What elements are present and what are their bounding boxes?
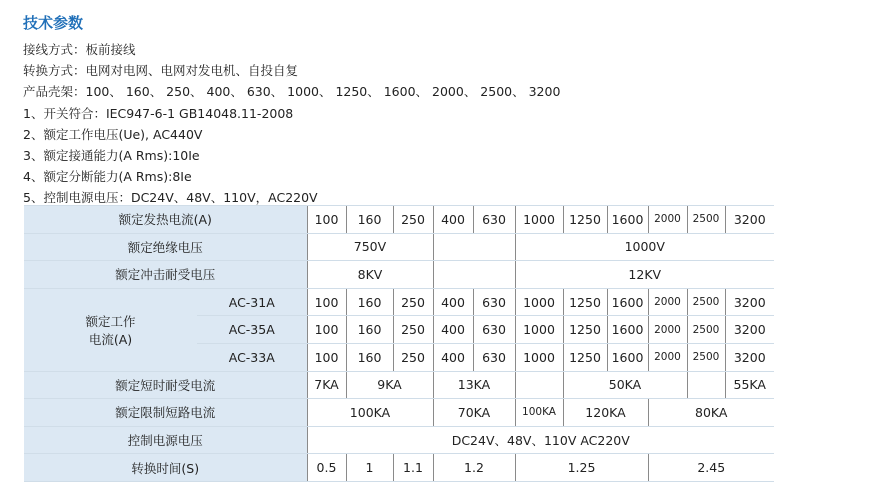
table-cell: 3200 [725, 316, 774, 344]
table-cell: 2.45 [648, 454, 774, 482]
table-cell [687, 371, 725, 399]
table-cell: 70KA [433, 399, 515, 427]
table-cell: 1.1 [393, 454, 433, 482]
table-cell [433, 261, 515, 289]
spec-table [24, 205, 774, 482]
table-cell: 13KA [433, 371, 515, 399]
table-cell: 12KV [515, 261, 774, 289]
table-cell: 1.2 [433, 454, 515, 482]
table-cell: 2500 [687, 288, 725, 316]
table-cell: 160 [346, 316, 393, 344]
table-cell: 0.5 [307, 454, 346, 482]
category-ac-31a: AC-31A [197, 288, 307, 316]
table-cell: 250 [393, 206, 433, 234]
table-cell: 3200 [725, 288, 774, 316]
table-cell: 250 [393, 316, 433, 344]
table-cell: 2500 [687, 316, 725, 344]
category-ac-33a: AC-33A [197, 343, 307, 371]
table-cell: 1000 [515, 343, 563, 371]
table-cell: 160 [346, 343, 393, 371]
table-cell: 1000 [515, 316, 563, 344]
param-making-capacity: 3、额定接通能力(A Rms):10Ie [23, 148, 200, 164]
working-current-label-line1: 额定工作 [85, 313, 136, 329]
table-cell [515, 371, 563, 399]
table-cell: 8KV [307, 261, 433, 289]
table-cell: 1600 [607, 206, 648, 234]
table-cell: 55KA [725, 371, 774, 399]
table-cell: 250 [393, 288, 433, 316]
table-cell: 630 [473, 288, 515, 316]
table-cell: 1.25 [515, 454, 648, 482]
table-row [24, 206, 774, 234]
param-standard: 1、开关符合：IEC947-6-1 GB14048.11-2008 [23, 105, 294, 121]
table-cell: 80KA [648, 399, 774, 427]
param-working-voltage: 2、额定工作电压(Ue), AC440V [23, 126, 203, 142]
table-cell: 2000 [648, 343, 687, 371]
table-cell: 1000 [515, 206, 563, 234]
row-label-working-current [24, 288, 197, 371]
table-cell: 1600 [607, 343, 648, 371]
table-cell: 630 [473, 206, 515, 234]
param-transfer-mode: 转换方式：电网对电网、电网对发电机、自投自复 [23, 63, 299, 79]
table-row [24, 426, 774, 454]
table-cell: 400 [433, 316, 473, 344]
table-cell: 120KA [563, 399, 648, 427]
table-cell: 1600 [607, 288, 648, 316]
table-cell: 2000 [648, 288, 687, 316]
table-cell: 100KA [515, 399, 563, 427]
row-label-impulse-voltage: 额定冲击耐受电压 [24, 261, 307, 289]
table-cell: 750V [307, 233, 433, 261]
table-cell: 250 [393, 343, 433, 371]
param-wiring: 接线方式：板前接线 [23, 42, 136, 57]
row-label-insulation-voltage: 额定绝缘电压 [24, 233, 307, 261]
row-label-short-time-current: 额定短时耐受电流 [24, 371, 307, 399]
table-cell: 1250 [563, 288, 607, 316]
table-cell: 100 [307, 206, 346, 234]
table-cell: 100KA [307, 399, 433, 427]
table-cell: 3200 [725, 343, 774, 371]
row-label-rated-current: 额定发热电流(A) [24, 206, 307, 234]
table-cell: 1250 [563, 343, 607, 371]
table-row [24, 399, 774, 427]
parameter-list [23, 39, 560, 209]
working-current-label-line2: 电流(A) [88, 331, 133, 347]
table-cell: 100 [307, 288, 346, 316]
row-label-short-circuit-current: 额定限制短路电流 [24, 399, 307, 427]
table-cell: 630 [473, 343, 515, 371]
table-cell: 3200 [725, 206, 774, 234]
param-breaking-capacity: 4、额定分断能力(A Rms):8Ie [23, 169, 192, 185]
table-cell: 9KA [346, 371, 433, 399]
table-cell: 100 [307, 343, 346, 371]
table-row [24, 371, 774, 399]
table-cell: 400 [433, 288, 473, 316]
table-cell: 1250 [563, 316, 607, 344]
table-row [24, 288, 774, 316]
row-label-switch-time: 转换时间(S) [24, 454, 307, 482]
table-cell: 400 [433, 206, 473, 234]
table-cell: 7KA [307, 371, 346, 399]
table-cell: 630 [473, 316, 515, 344]
table-cell: 50KA [563, 371, 687, 399]
table-cell: 2000 [648, 206, 687, 234]
category-ac-35a: AC-35A [197, 316, 307, 344]
table-cell: 100 [307, 316, 346, 344]
table-cell: 1600 [607, 316, 648, 344]
table-cell: 1000 [515, 288, 563, 316]
section-title: 技术参数 [23, 14, 84, 32]
table-cell: 160 [346, 288, 393, 316]
table-row [24, 261, 774, 289]
table-cell [433, 233, 515, 261]
table-cell: 1000V [515, 233, 774, 261]
table-cell: 160 [346, 206, 393, 234]
table-cell: 2500 [687, 206, 725, 234]
param-control-voltage: 5、控制电源电压：DC24V、48V、110V，AC220V [23, 190, 318, 206]
table-cell: 2500 [687, 343, 725, 371]
table-cell: DC24V、48V、110V AC220V [307, 426, 774, 454]
table-cell: 2000 [648, 316, 687, 344]
table-cell: 400 [433, 343, 473, 371]
table-row [24, 454, 774, 482]
table-cell: 1250 [563, 206, 607, 234]
param-frame-sizes: 产品壳架：100、 160、 250、 400、 630、 1000、 1250、 1600、 2000、 2500、 3200 [23, 84, 561, 100]
table-row [24, 233, 774, 261]
table-cell: 1 [346, 454, 393, 482]
row-label-control-voltage: 控制电源电压 [24, 426, 307, 454]
